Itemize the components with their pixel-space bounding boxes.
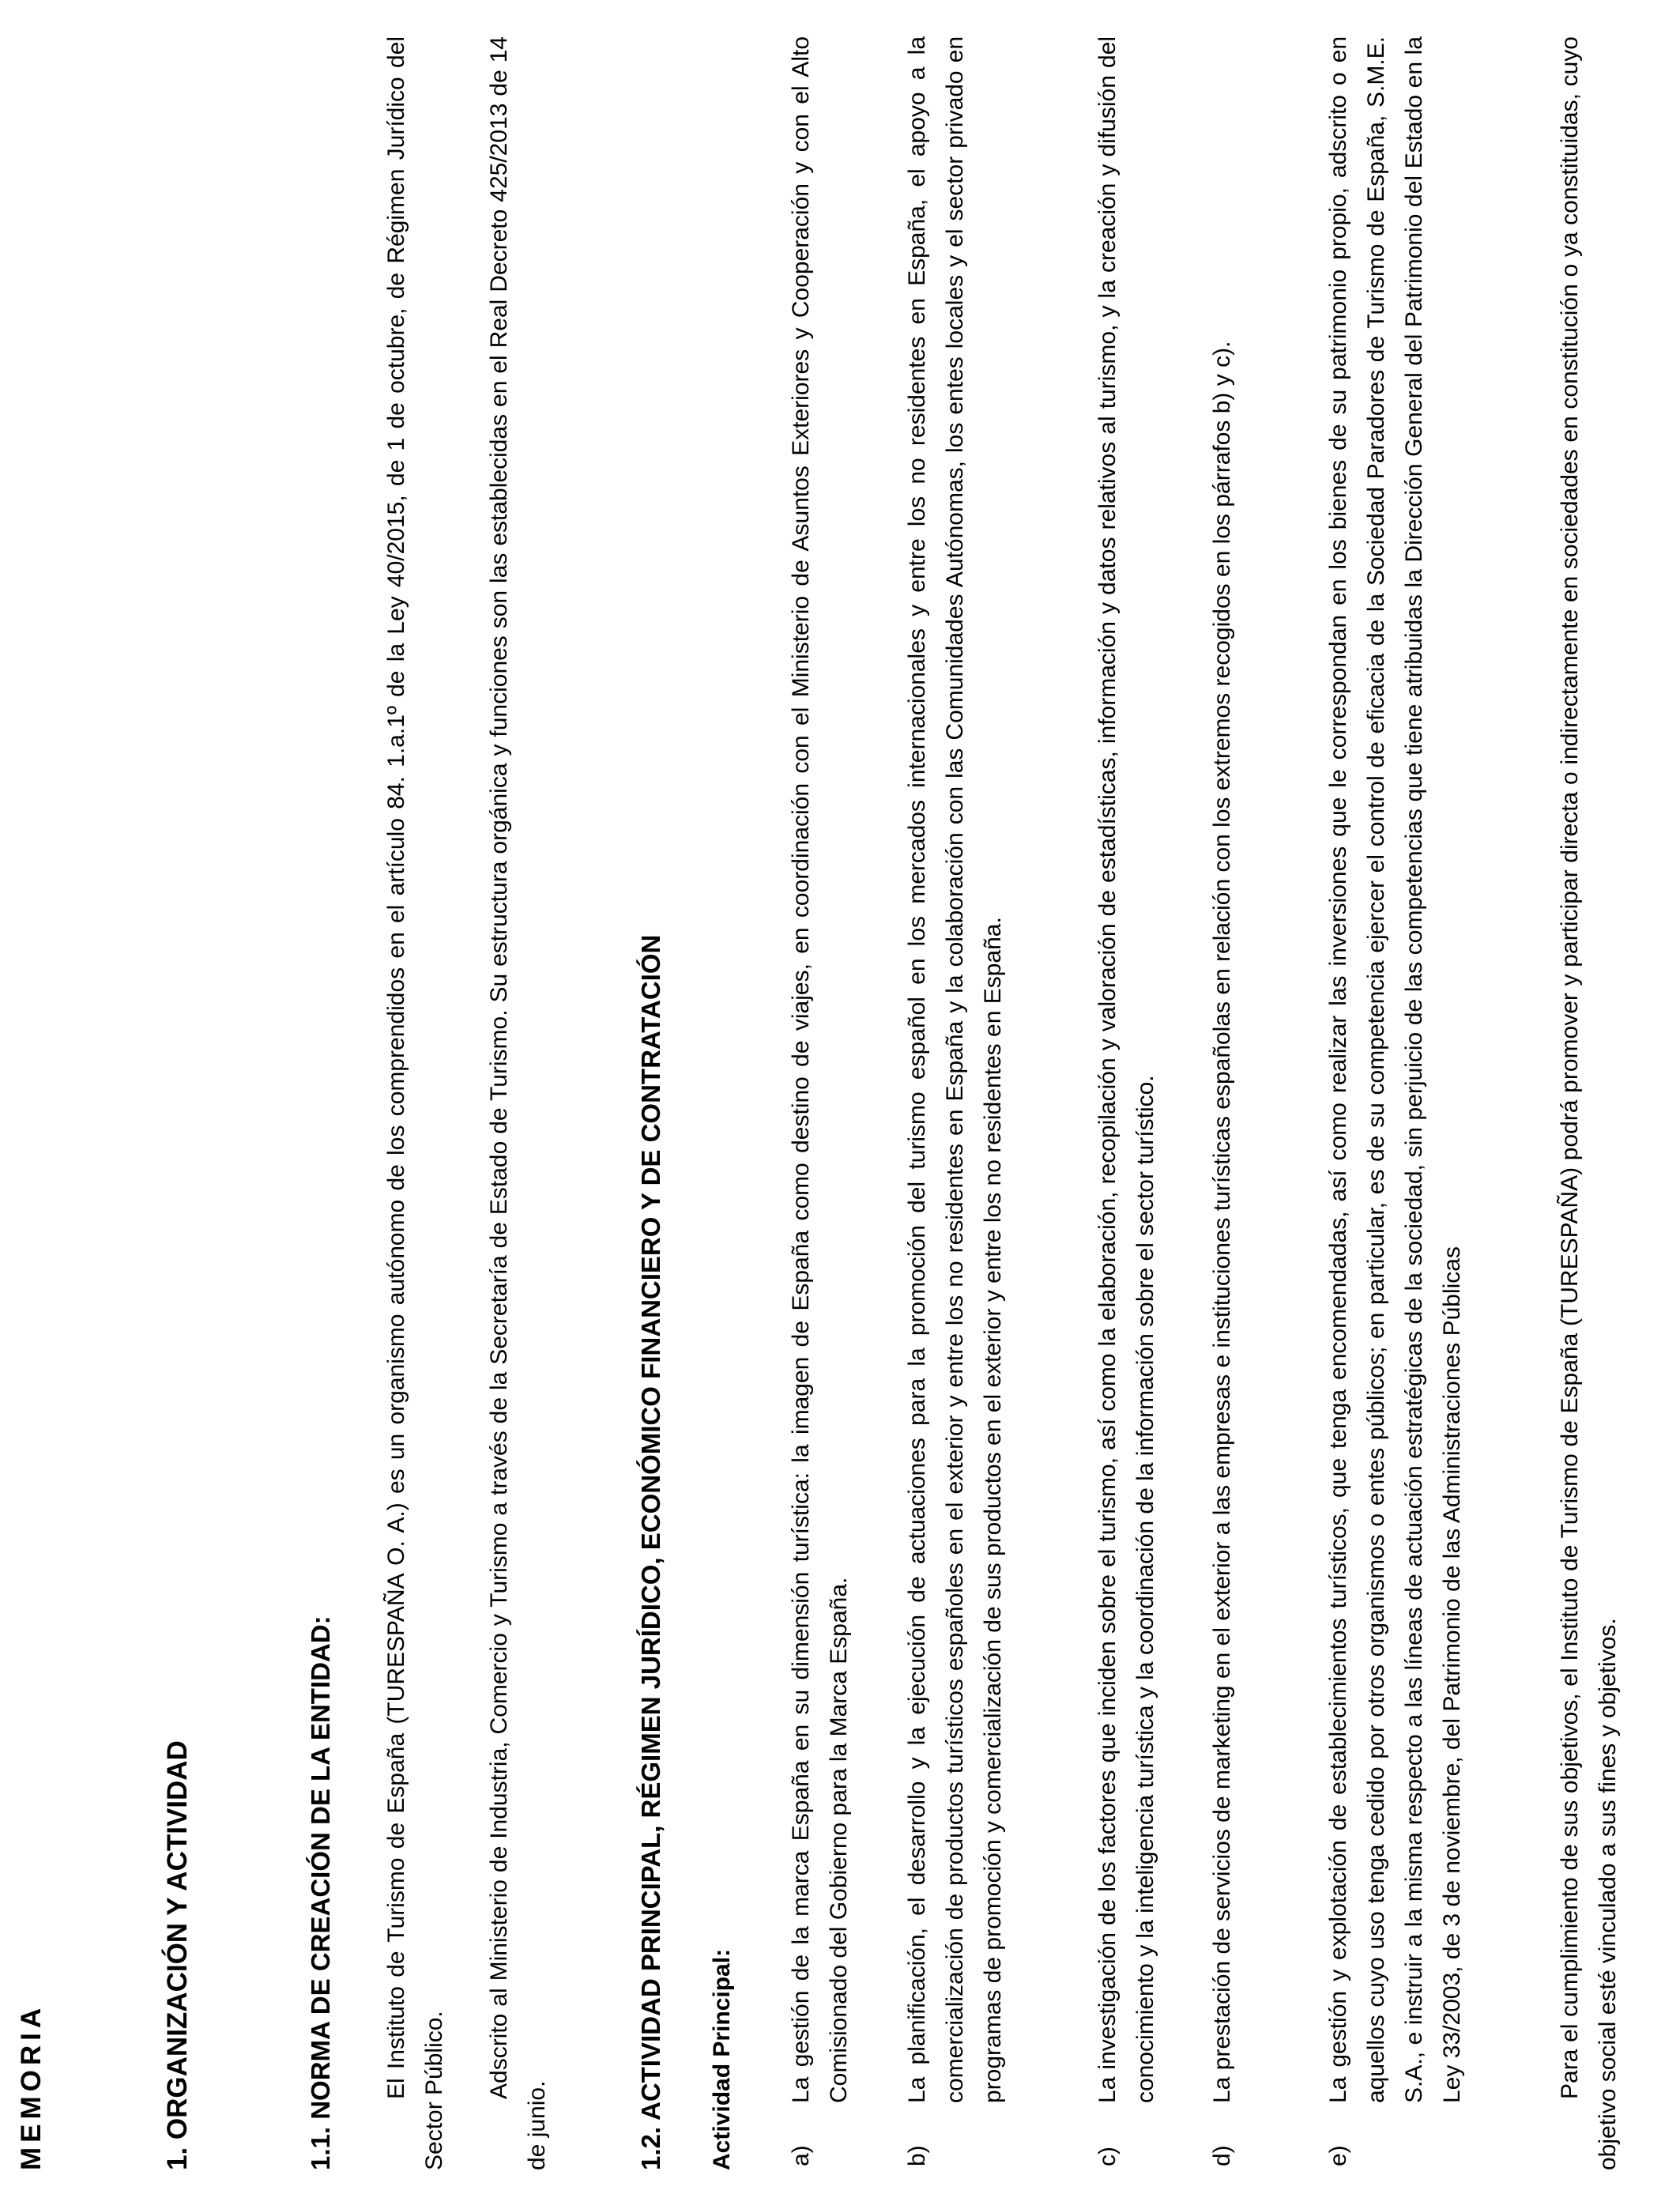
item-b-text: La planificación, el desarrollo y la ejecución de actuaciones para la promoción del turismo español en los mercados internacionales y entre los no residentes en España, el apoyo a la comercialización de productos turísticos españoles en el exterior y entre los no residentes en España y la colaboración con las Comunidades Autónomas, los entes locales y el sector privado en programas de promoción y comercialización de sus productos en el exterior y entre los no residentes en España.	[904, 36, 1006, 2103]
section-1-heading: 1. ORGANIZACIÓN Y ACTIVIDAD	[162, 1740, 193, 2170]
item-c-text: La investigación de los factores que inciden sobre el turismo, así como la elaboración, recopilación y valoración de estadísticas, información y datos relativos al turismo, y la creación y difusión del conocimiento y la inteligencia turística y la coordinación de la información sobre el sector turístico.	[1094, 36, 1158, 2103]
section-1-1-paragraph-2: Adscrito al Ministerio de Industria, Comercio y Turismo a través de la Secretaría de Estado de Turismo. Su estructura orgánica y funciones son las establecidas en el Real Decreto 425/2013 de 14 de junio.	[486, 36, 550, 2170]
memoria-title: MEMORIA	[16, 2003, 47, 2170]
item-e-label: e)	[1325, 2145, 1351, 2166]
item-a-text: La gestión de la marca España en su dimensión turística: la imagen de España como destino de viajes, en coordinación con el Ministerio de Asuntos Exteriores y Cooperación y con el Alto Comisionado del Gobierno para la Marca España.	[788, 36, 852, 2103]
section-1-2-heading: 1.2. ACTIVIDAD PRINCIPAL, RÉGIMEN JURÍDICO, ECONÓMICO FINANCIERO Y DE CONTRATACIÓN	[636, 934, 665, 2170]
item-b-label: b)	[904, 2145, 930, 2166]
item-e-text: La gestión y explotación de establecimientos turísticos, que tenga encomendadas, así como realizar las inversiones que le correspondan en los bienes de su patrimonio propio, adscrito o en aquellos cuyo uso tenga cedido por otros organismos o entes públicos; en particular, es de su competencia ejercer el control de eficacia de la Sociedad Paradores de Turismo de España, S.M.E. S.A., e instruir a la misma respecto a las líneas de actuación estratégicas de la sociedad, sin perjuicio de las competencias que tiene atribuidas la Dirección General del Patrimonio del Estado en la Ley 33/2003, de 3 de noviembre, del Patrimonio de las Administraciones Públicas	[1325, 36, 1465, 2103]
item-c-label: c)	[1094, 2147, 1121, 2166]
document-page	[0, 36, 1680, 2170]
closing-paragraph: Para el cumplimiento de sus objetivos, el Instituto de Turismo de España (TURESPAÑA) podrá promover y participar directa o indirectamente en sociedades en constitución o ya constituidas, cuyo objetivo social esté vinculado a sus fines y objetivos.	[1557, 36, 1621, 2170]
section-1-1-heading: 1.1. NORMA DE CREACIÓN DE LA ENTIDAD:	[306, 1615, 335, 2170]
item-d-text: La prestación de servicios de marketing en el exterior a las empresas e instituciones turísticas españolas en relación con los extremos recogidos en los párrafos b) y c).	[1209, 341, 1235, 2103]
section-1-1-paragraph-1: El Instituto de Turismo de España (TURESPAÑA O. A.) es un organismo autónomo de los comprendidos en el artículo 84. 1.a.1º de la Ley 40/2015, de 1 de octubre, de Régimen Jurídico del Sector Público.	[383, 36, 447, 2170]
item-d-label: d)	[1209, 2145, 1235, 2166]
item-a-label: a)	[788, 2145, 814, 2166]
actividad-principal-heading: Actividad Principal:	[709, 1948, 735, 2170]
